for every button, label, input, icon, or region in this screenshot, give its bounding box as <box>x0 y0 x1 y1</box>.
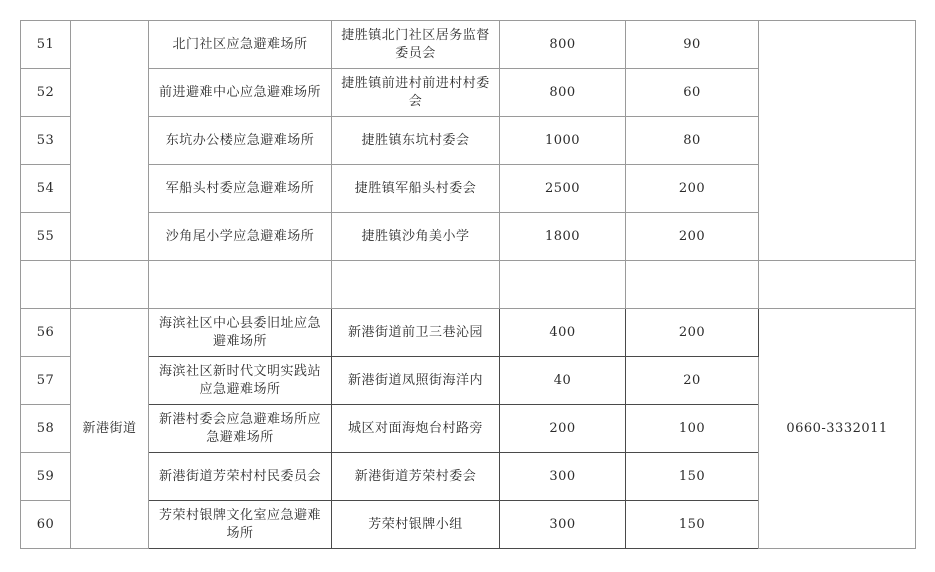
row-number: 51 <box>21 21 71 69</box>
managing-unit: 新港街道凤照街海洋内 <box>332 357 500 405</box>
shelter-name: 海滨社区中心县委旧址应急避难场所 <box>149 309 332 357</box>
managing-unit: 捷胜镇沙角美小学 <box>332 213 500 261</box>
area-value: 300 <box>500 453 626 501</box>
capacity-value: 200 <box>626 165 759 213</box>
row-number: 52 <box>21 69 71 117</box>
row-number: 55 <box>21 213 71 261</box>
managing-unit: 新港街道芳荣村委会 <box>332 453 500 501</box>
shelter-name: 东坑办公楼应急避难场所 <box>149 117 332 165</box>
capacity-value: 100 <box>626 405 759 453</box>
shelter-name: 军船头村委应急避难场所 <box>149 165 332 213</box>
row-number: 59 <box>21 453 71 501</box>
capacity-value: 150 <box>626 501 759 549</box>
capacity-value: 60 <box>626 69 759 117</box>
shelter-name: 芳荣村银牌文化室应急避难场所 <box>149 501 332 549</box>
managing-unit: 城区对面海炮台村路旁 <box>332 405 500 453</box>
area-value: 800 <box>500 21 626 69</box>
capacity-value <box>626 261 759 309</box>
shelter-name: 新港村委会应急避难场所应急避难场所 <box>149 405 332 453</box>
shelter-name: 新港街道芳荣村村民委员会 <box>149 453 332 501</box>
area-value: 1000 <box>500 117 626 165</box>
shelter-name: 北门社区应急避难场所 <box>149 21 332 69</box>
shelter-table <box>20 20 916 549</box>
area-value: 200 <box>500 405 626 453</box>
phone-cell-upper <box>759 21 916 261</box>
area-value: 2500 <box>500 165 626 213</box>
table-row-empty <box>21 261 916 309</box>
phone-cell: 0660-3332011 <box>759 309 916 549</box>
area-value: 1800 <box>500 213 626 261</box>
managing-unit: 捷胜镇东坑村委会 <box>332 117 500 165</box>
shelter-name: 海滨社区新时代文明实践站应急避难场所 <box>149 357 332 405</box>
managing-unit: 芳荣村银牌小组 <box>332 501 500 549</box>
row-number: 56 <box>21 309 71 357</box>
row-number: 53 <box>21 117 71 165</box>
shelter-name: 沙角尾小学应急避难场所 <box>149 213 332 261</box>
shelter-name <box>149 261 332 309</box>
district-cell-upper <box>71 21 149 261</box>
row-number: 60 <box>21 501 71 549</box>
capacity-value: 20 <box>626 357 759 405</box>
table-row <box>21 309 916 357</box>
area-value: 400 <box>500 309 626 357</box>
managing-unit: 新港街道前卫三巷沁园 <box>332 309 500 357</box>
row-number <box>21 261 71 309</box>
row-number: 58 <box>21 405 71 453</box>
table-row <box>21 21 916 69</box>
area-value: 800 <box>500 69 626 117</box>
shelter-name: 前进避难中心应急避难场所 <box>149 69 332 117</box>
capacity-value: 80 <box>626 117 759 165</box>
district-cell: 新港街道 <box>71 309 149 549</box>
row-number: 57 <box>21 357 71 405</box>
capacity-value: 200 <box>626 309 759 357</box>
managing-unit: 捷胜镇北门社区居务监督委员会 <box>332 21 500 69</box>
area-value: 300 <box>500 501 626 549</box>
row-number: 54 <box>21 165 71 213</box>
phone-cell-empty <box>759 261 916 309</box>
district-cell-empty <box>71 261 149 309</box>
managing-unit <box>332 261 500 309</box>
area-value <box>500 261 626 309</box>
capacity-value: 90 <box>626 21 759 69</box>
managing-unit: 捷胜镇前进村前进村村委会 <box>332 69 500 117</box>
managing-unit: 捷胜镇军船头村委会 <box>332 165 500 213</box>
capacity-value: 150 <box>626 453 759 501</box>
area-value: 40 <box>500 357 626 405</box>
capacity-value: 200 <box>626 213 759 261</box>
